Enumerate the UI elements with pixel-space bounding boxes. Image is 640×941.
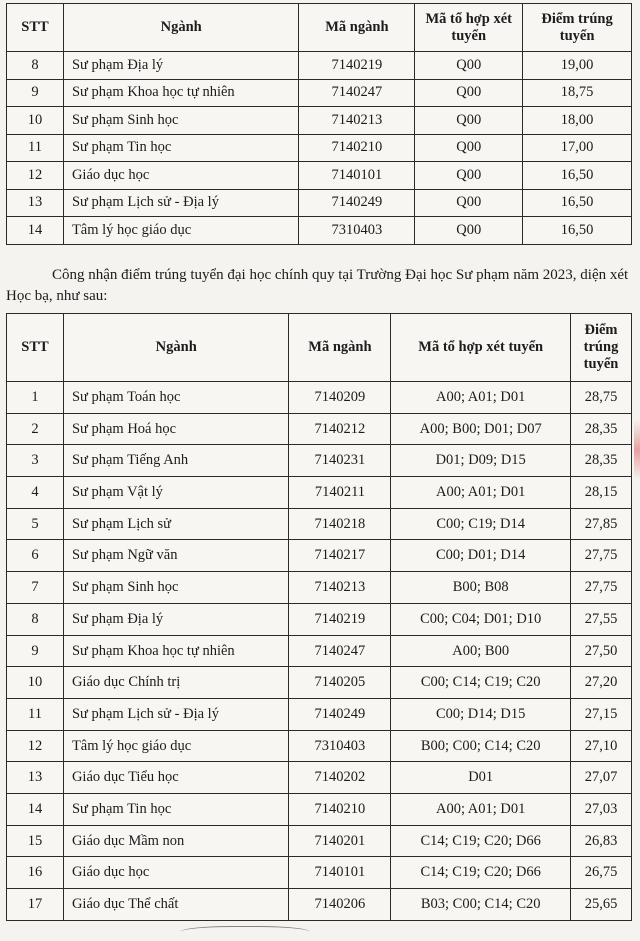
- combination-cell: A00; B00; D01; D07: [391, 413, 571, 445]
- major-cell: Giáo dục Mầm non: [63, 825, 289, 857]
- major-cell: Sư phạm Ngữ văn: [63, 540, 289, 572]
- combination-cell: D01: [391, 762, 571, 794]
- combination-cell: Q00: [415, 217, 523, 245]
- major-code-cell: 7140247: [299, 79, 415, 107]
- combination-cell: C00; C19; D14: [391, 508, 571, 540]
- stt-cell: 10: [7, 667, 64, 699]
- table-row: [7, 162, 632, 190]
- table-row: [7, 793, 632, 825]
- stt-cell: 7: [7, 572, 64, 604]
- major-cell: Sư phạm Lịch sử - Địa lý: [63, 698, 289, 730]
- table-row: [7, 762, 632, 794]
- major-code-cell: 7140219: [289, 603, 391, 635]
- score-cell: 27,75: [571, 572, 632, 604]
- stt-cell: 17: [7, 889, 64, 921]
- major-cell: Giáo dục Tiểu học: [63, 762, 289, 794]
- major-code-cell: 7140247: [289, 635, 391, 667]
- column-header: Ngành: [63, 4, 299, 52]
- major-code-cell: 7140213: [289, 572, 391, 604]
- score-cell: 27,75: [571, 540, 632, 572]
- major-cell: Tâm lý học giáo dục: [63, 217, 299, 245]
- combination-cell: A00; A01; D01: [391, 477, 571, 509]
- admission-table-hoc-ba: [6, 313, 632, 921]
- table-row: [7, 825, 632, 857]
- stt-cell: 13: [7, 762, 64, 794]
- score-cell: 16,50: [523, 162, 632, 190]
- stt-cell: 13: [7, 189, 64, 217]
- stt-cell: 10: [7, 107, 64, 135]
- score-cell: 27,10: [571, 730, 632, 762]
- major-cell: Sư phạm Hoá học: [63, 413, 289, 445]
- major-code-cell: 7140101: [299, 162, 415, 190]
- major-code-cell: 7140213: [299, 107, 415, 135]
- major-code-cell: 7140212: [289, 413, 391, 445]
- score-cell: 26,75: [571, 857, 632, 889]
- combination-cell: A00; A01; D01: [391, 793, 571, 825]
- combination-cell: C00; D01; D14: [391, 540, 571, 572]
- major-code-cell: 7140210: [299, 134, 415, 162]
- table-row: [7, 413, 632, 445]
- combination-cell: D01; D09; D15: [391, 445, 571, 477]
- stt-cell: 14: [7, 217, 64, 245]
- stt-cell: 2: [7, 413, 64, 445]
- score-cell: 27,85: [571, 508, 632, 540]
- combination-cell: B03; C00; C14; C20: [391, 889, 571, 921]
- major-cell: Tâm lý học giáo dục: [63, 730, 289, 762]
- combination-cell: Q00: [415, 189, 523, 217]
- stt-cell: 11: [7, 134, 64, 162]
- table-row: [7, 107, 632, 135]
- stt-cell: 1: [7, 382, 64, 414]
- stt-cell: 12: [7, 162, 64, 190]
- stamp-edge: [634, 420, 640, 480]
- major-code-cell: 7140218: [289, 508, 391, 540]
- major-cell: Sư phạm Sinh học: [63, 572, 289, 604]
- combination-cell: B00; C00; C14; C20: [391, 730, 571, 762]
- table-row: [7, 667, 632, 699]
- score-cell: 17,00: [523, 134, 632, 162]
- column-header: Ngành: [63, 314, 289, 382]
- table-header-row: [7, 4, 632, 52]
- combination-cell: A00; A01; D01: [391, 382, 571, 414]
- score-cell: 27,15: [571, 698, 632, 730]
- major-code-cell: 7140219: [299, 52, 415, 80]
- combination-cell: A00; B00: [391, 635, 571, 667]
- table-row: [7, 134, 632, 162]
- stt-cell: 8: [7, 52, 64, 80]
- table-row: [7, 382, 632, 414]
- table-row: [7, 508, 632, 540]
- combination-cell: Q00: [415, 52, 523, 80]
- major-code-cell: 7140206: [289, 889, 391, 921]
- stt-cell: 11: [7, 698, 64, 730]
- table-row: [7, 540, 632, 572]
- score-cell: 27,50: [571, 635, 632, 667]
- major-cell: Giáo dục học: [63, 162, 299, 190]
- major-code-cell: 7140249: [299, 189, 415, 217]
- major-cell: Sư phạm Toán học: [63, 382, 289, 414]
- combination-cell: Q00: [415, 134, 523, 162]
- score-cell: 28,75: [571, 382, 632, 414]
- combination-cell: C00; C04; D01; D10: [391, 603, 571, 635]
- table-row: [7, 189, 632, 217]
- major-cell: Sư phạm Vật lý: [63, 477, 289, 509]
- stt-cell: 5: [7, 508, 64, 540]
- major-cell: Sư phạm Tin học: [63, 793, 289, 825]
- stt-cell: 4: [7, 477, 64, 509]
- stt-cell: 12: [7, 730, 64, 762]
- score-cell: 16,50: [523, 217, 632, 245]
- score-cell: 26,83: [571, 825, 632, 857]
- combination-cell: Q00: [415, 162, 523, 190]
- intro-paragraph: Công nhận điểm trúng tuyển đại học chính quy tại Trường Đại học Sư phạm năm 2023, diện xét Học bạ, như sau:: [6, 267, 629, 304]
- column-header: Mã tổ hợp xét tuyển: [391, 314, 571, 382]
- score-cell: 19,00: [523, 52, 632, 80]
- combination-cell: C14; C19; C20; D66: [391, 825, 571, 857]
- major-code-cell: 7310403: [289, 730, 391, 762]
- score-cell: 27,20: [571, 667, 632, 699]
- major-code-cell: 7140210: [289, 793, 391, 825]
- major-cell: Sư phạm Lịch sử - Địa lý: [63, 189, 299, 217]
- major-code-cell: 7140231: [289, 445, 391, 477]
- major-cell: Sư phạm Sinh học: [63, 107, 299, 135]
- score-cell: 28,35: [571, 413, 632, 445]
- table-row: [7, 730, 632, 762]
- column-header: Mã ngành: [299, 4, 415, 52]
- column-header: Điểm trúng tuyển: [571, 314, 632, 382]
- combination-cell: C14; C19; C20; D66: [391, 857, 571, 889]
- major-cell: Giáo dục Thể chất: [63, 889, 289, 921]
- major-cell: Sư phạm Tiếng Anh: [63, 445, 289, 477]
- combination-cell: Q00: [415, 107, 523, 135]
- score-cell: 27,03: [571, 793, 632, 825]
- stt-cell: 14: [7, 793, 64, 825]
- stt-cell: 16: [7, 857, 64, 889]
- major-code-cell: 7140201: [289, 825, 391, 857]
- table-row: [7, 445, 632, 477]
- combination-cell: Q00: [415, 79, 523, 107]
- table-row: [7, 635, 632, 667]
- major-cell: Sư phạm Địa lý: [63, 52, 299, 80]
- major-cell: Sư phạm Khoa học tự nhiên: [63, 635, 289, 667]
- column-header: Điểm trúng tuyển: [523, 4, 632, 52]
- score-cell: 28,15: [571, 477, 632, 509]
- table-row: [7, 603, 632, 635]
- admission-table-q00: [6, 3, 632, 245]
- stt-cell: 6: [7, 540, 64, 572]
- combination-cell: C00; D14; D15: [391, 698, 571, 730]
- table-header-row: [7, 314, 632, 382]
- table-row: [7, 217, 632, 245]
- major-cell: Giáo dục học: [63, 857, 289, 889]
- table-row: [7, 79, 632, 107]
- score-cell: 18,75: [523, 79, 632, 107]
- table-row: [7, 889, 632, 921]
- combination-cell: B00; B08: [391, 572, 571, 604]
- table-row: [7, 572, 632, 604]
- stt-cell: 9: [7, 635, 64, 667]
- table-row: [7, 52, 632, 80]
- major-code-cell: 7140202: [289, 762, 391, 794]
- major-code-cell: 7140101: [289, 857, 391, 889]
- score-cell: 28,35: [571, 445, 632, 477]
- column-header: Mã tổ hợp xét tuyển: [415, 4, 523, 52]
- table-row: [7, 857, 632, 889]
- major-code-cell: 7140217: [289, 540, 391, 572]
- score-cell: 25,65: [571, 889, 632, 921]
- column-header: STT: [7, 314, 64, 382]
- major-code-cell: 7310403: [299, 217, 415, 245]
- table-row: [7, 477, 632, 509]
- major-cell: Sư phạm Tin học: [63, 134, 299, 162]
- stt-cell: 15: [7, 825, 64, 857]
- signature-mark: [180, 926, 310, 941]
- column-header: Mã ngành: [289, 314, 391, 382]
- major-cell: Giáo dục Chính trị: [63, 667, 289, 699]
- major-cell: Sư phạm Lịch sử: [63, 508, 289, 540]
- stt-cell: 8: [7, 603, 64, 635]
- score-cell: 16,50: [523, 189, 632, 217]
- stt-cell: 9: [7, 79, 64, 107]
- combination-cell: C00; C14; C19; C20: [391, 667, 571, 699]
- major-code-cell: 7140205: [289, 667, 391, 699]
- major-code-cell: 7140249: [289, 698, 391, 730]
- score-cell: 27,07: [571, 762, 632, 794]
- major-cell: Sư phạm Địa lý: [63, 603, 289, 635]
- stt-cell: 3: [7, 445, 64, 477]
- column-header: STT: [7, 4, 64, 52]
- major-code-cell: 7140211: [289, 477, 391, 509]
- score-cell: 27,55: [571, 603, 632, 635]
- major-code-cell: 7140209: [289, 382, 391, 414]
- major-cell: Sư phạm Khoa học tự nhiên: [63, 79, 299, 107]
- table-row: [7, 698, 632, 730]
- score-cell: 18,00: [523, 107, 632, 135]
